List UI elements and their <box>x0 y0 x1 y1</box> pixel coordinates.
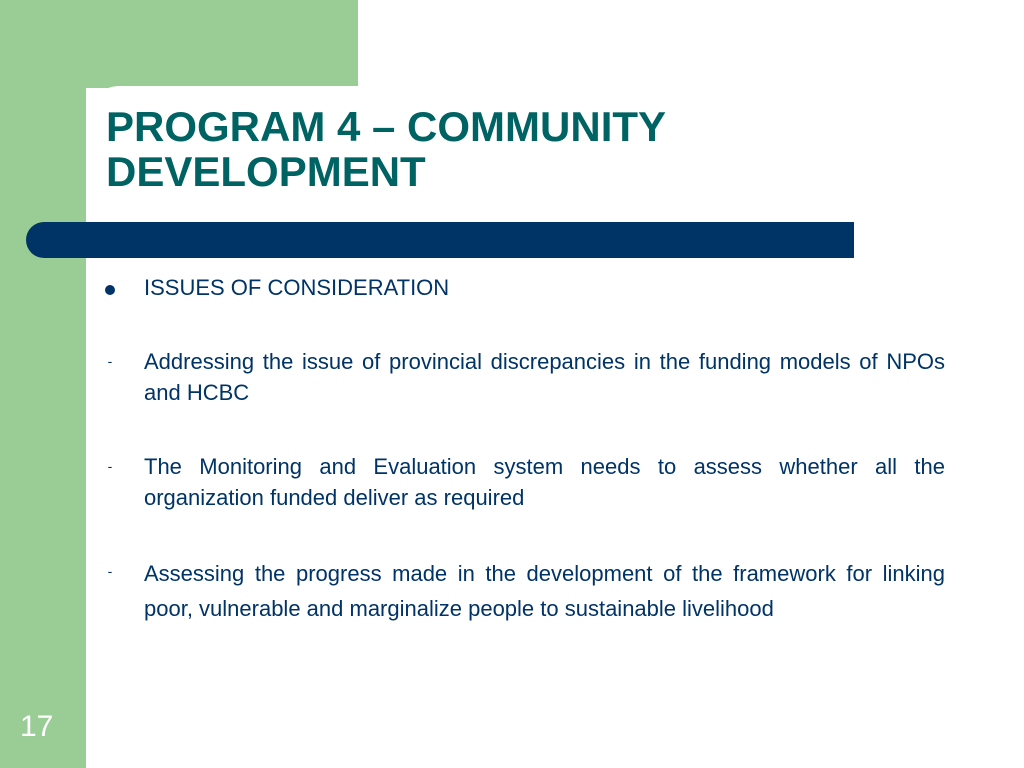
list-item-text: Assessing the progress made in the development of the framework for linking poor, vulnerable and marginalize people to sustainable livelihood <box>144 561 945 621</box>
bullet-dot-icon <box>100 272 120 303</box>
dash-marker: - <box>107 353 113 369</box>
list-heading-text: ISSUES OF CONSIDERATION <box>144 275 450 300</box>
title-divider-bar <box>26 222 854 258</box>
list-item <box>100 556 945 626</box>
green-frame-left <box>0 0 86 768</box>
dash-marker: - <box>107 563 113 579</box>
list-item <box>100 451 945 513</box>
slide-title-line-2: DEVELOPMENT <box>106 148 426 195</box>
bullet-list <box>100 270 945 626</box>
slide-number: 17 <box>20 710 54 743</box>
dash-marker: - <box>107 458 113 474</box>
list-heading-item <box>100 272 945 303</box>
green-frame-top <box>0 0 358 88</box>
slide-title <box>106 104 986 194</box>
list-item <box>100 346 945 408</box>
list-item-text: The Monitoring and Evaluation system needs to assess whether all the organization funded deliver as required <box>144 454 945 510</box>
slide-title-line-1: PROGRAM 4 – COMMUNITY <box>106 103 667 150</box>
list-item-text: Addressing the issue of provincial discrepancies in the funding models of NPOs and HCBC <box>144 349 945 405</box>
